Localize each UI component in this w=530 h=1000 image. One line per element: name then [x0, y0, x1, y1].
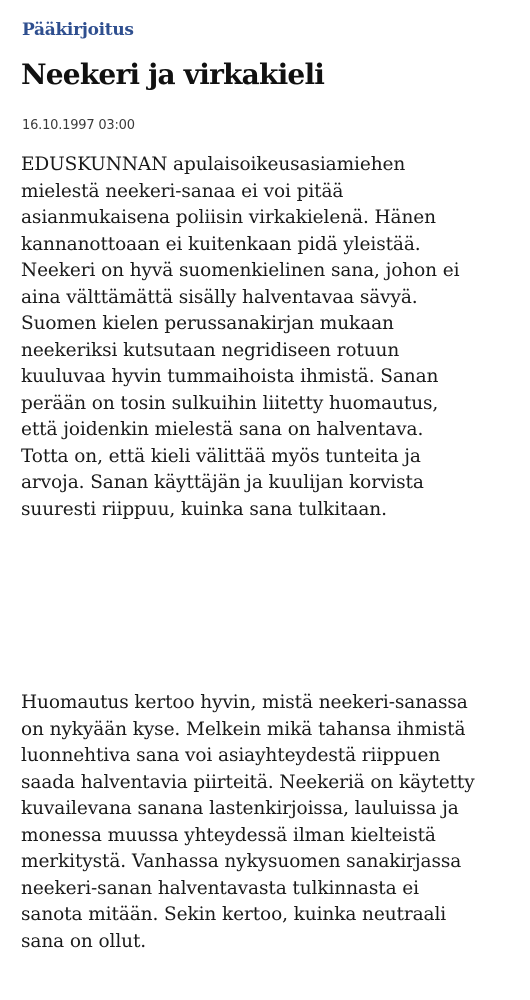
article-paragraph-1: EDUSKUNNAN apulaisoikeusasiamiehen mielestä neekeri-sanaa ei voi pitää asianmukaisena poliisin virkakielenä. Hänen kannanottoaan ei kuitenkaan pidä yleistää. Neekeri on hyvä suomenkielinen sana, johon ei aina välttämättä sisälly halventavaa sävyä. Suomen kielen perussanakirjan mukaan neekeriksi kutsutaan negridiseen rotuun kuuluvaa hyvin tummaihoista ihmistä. Sanan perään on tosin sulkuihin liitetty huomautus, että joidenkin mielestä sana on halventava. Totta on, että kieli välittää myös tunteita ja arvoja. Sanan käyttäjän ja kuulijan korvista suuresti riippuu, kuinka sana tulkitaan.	[21, 154, 460, 520]
article-paragraph-2: Huomautus kertoo hyvin, mistä neekeri-sanassa on nykyään kyse. Melkein mikä tahansa ihmistä luonnehtiva sana voi asiayhteydestä riippuen saada halventavia piirteitä. Neekeriä on käytetty kuvailevana sanana lastenkirjoissa, lauluissa ja monessa muussa yhteydessä ilman kielteistä merkitystä. Vanhassa nykysuomen sanakirjassa neekeri-sanan halventavasta tulkinnasta ei sanota mitään. Sekin kertoo, kuinka neutraali sana on ollut.	[21, 692, 475, 952]
publish-timestamp: 16.10.1997 03:00	[22, 118, 135, 133]
article-headline: Neekeri ja virkakieli	[21, 58, 325, 91]
section-label-link[interactable]: Pääkirjoitus	[22, 20, 134, 40]
